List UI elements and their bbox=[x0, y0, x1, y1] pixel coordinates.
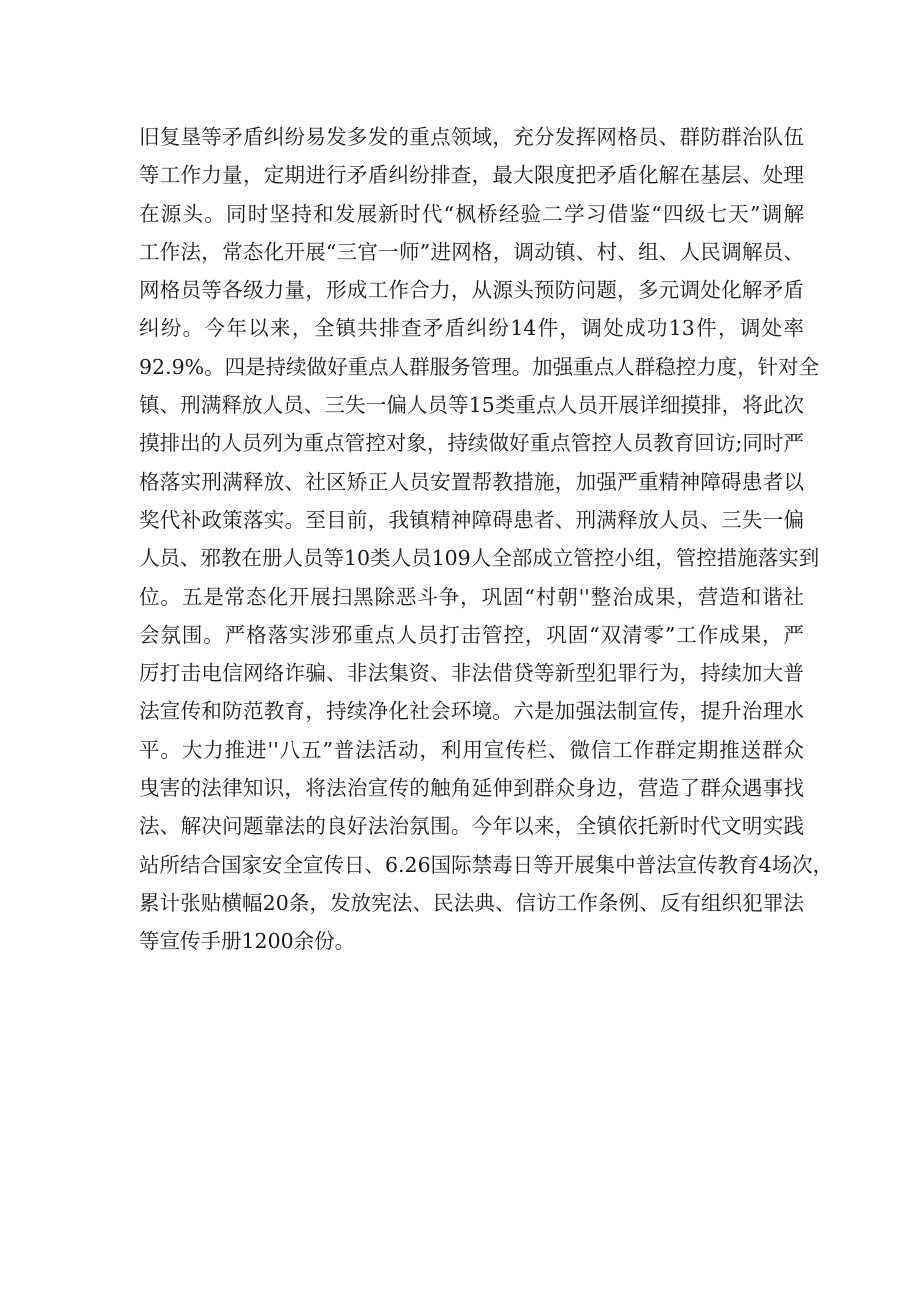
text-line: 法、解决问题靠法的良好法治氛围。今年以来，全镇依托新时代文明实践 bbox=[139, 814, 804, 839]
text-line: 站所结合国家安全宣传日、6.26国际禁毒日等开展集中普法宣传教育4场次， bbox=[139, 852, 834, 877]
text-line: 人员、邪教在册人员等10类人员109人全部成立管控小组，管控措施落实到 bbox=[139, 546, 820, 571]
body-text bbox=[139, 118, 834, 961]
text-line: 纠纷。今年以来，全镇共排查矛盾纠纷14件，调处成功13件，调处率 bbox=[139, 316, 804, 341]
text-line: 平。大力推进''八五”普法活动，利用宣传栏、微信工作群定期推送群众 bbox=[139, 737, 804, 762]
text-line: 旧复垦等矛盾纠纷易发多发的重点领域，充分发挥网格员、群防群治队伍 bbox=[139, 125, 804, 149]
text-line: 摸排出的人员列为重点管控对象，持续做好重点管控人员教育回访;同时严 bbox=[139, 431, 804, 456]
text-line: 网格员等各级力量，形成工作合力，从源头预防问题，多元调处化解矛盾 bbox=[139, 278, 804, 303]
text-line: 会氛围。严格落实涉邪重点人员打击管控，巩固“双清零”工作成果，严 bbox=[139, 622, 804, 647]
text-line: 92.9%。四是持续做好重点人群服务管理。加强重点人群稳控力度，针对全 bbox=[139, 354, 820, 379]
text-line: 工作法，常态化开展“三官一师”进网格，调动镇、村、组、人民调解员、 bbox=[139, 239, 804, 264]
text-line: 累计张贴横幅20条，发放宪法、民法典、信访工作条例、反有组织犯罪法 bbox=[139, 890, 804, 915]
text-line: 格落实刑满释放、社区矫正人员安置帮教措施，加强严重精神障碍患者以 bbox=[139, 469, 804, 494]
text-line: 在源头。同时坚持和发展新时代“枫桥经验二学习借鉴“四级七天”调解 bbox=[139, 201, 804, 226]
text-line: 位。五是常态化开展扫黑除恶斗争，巩固“村朝''整治成果，营造和谐社 bbox=[139, 584, 804, 609]
text-line: 法宣传和防范教育，持续净化社会环境。六是加强法制宣传，提升治理水 bbox=[139, 699, 804, 724]
text-line: 曳害的法律知识，将法治宣传的触角延伸到群众身边，营造了群众遇事找 bbox=[139, 776, 804, 801]
text-line: 奖代补政策落实。至目前，我镇精神障碍患者、刑满释放人员、三失一偏 bbox=[139, 507, 804, 532]
text-line: 等工作力量，定期进行矛盾纠纷排查，最大限度把矛盾化解在基层、处理 bbox=[139, 163, 804, 188]
text-line: 镇、刑满释放人员、三失一偏人员等15类重点人员开展详细摸排，将此次 bbox=[139, 393, 804, 418]
text-line: 厉打击电信网络诈骗、非法集资、非法借贷等新型犯罪行为，持续加大普 bbox=[139, 661, 804, 686]
text-line: 等宣传手册1200余份。 bbox=[139, 929, 356, 954]
